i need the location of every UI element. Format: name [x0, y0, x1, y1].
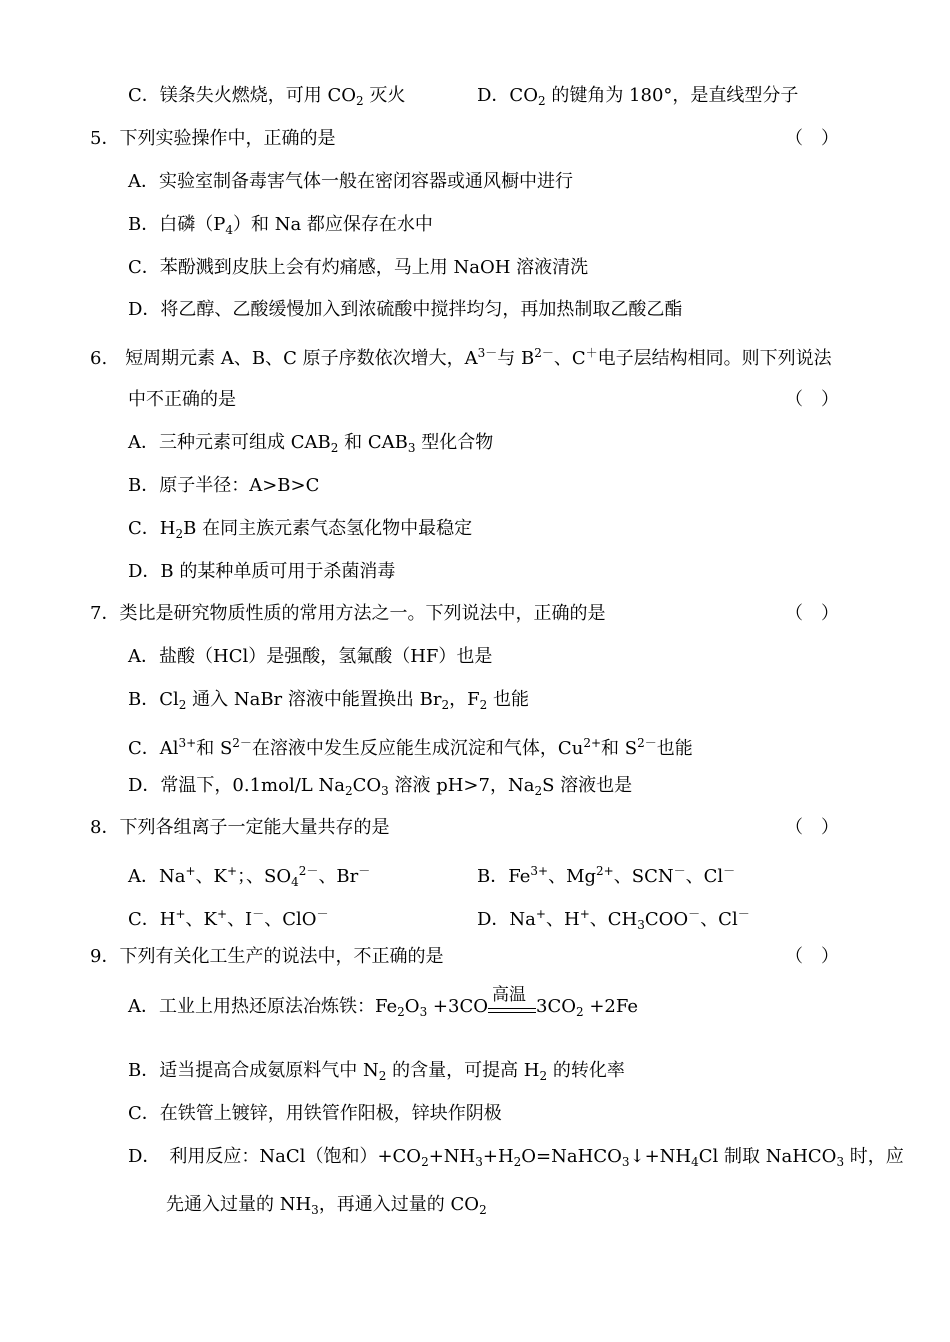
text: 、K — [195, 866, 227, 887]
text: 、Cl — [700, 909, 738, 930]
q7-option-c — [128, 731, 693, 761]
q6-option-a — [128, 431, 493, 460]
text: 、C — [553, 348, 586, 369]
equals-bar — [488, 1012, 536, 1013]
equals-bar — [488, 1008, 536, 1009]
text: 、Mg — [548, 866, 597, 887]
text: +H — [482, 1146, 514, 1167]
q5-stem: 5．下列实验操作中，正确的是 — [90, 128, 336, 149]
q7-option-b — [128, 688, 529, 717]
text: A．三种元素可组成 CAB — [128, 432, 331, 453]
text: 、Cl — [685, 866, 724, 887]
text: Cl 制取 NaHCO — [698, 1146, 837, 1167]
text: COO — [644, 909, 689, 930]
superscript: － — [252, 907, 265, 921]
subscript: 2 — [479, 1203, 487, 1217]
text: ；、SO — [237, 866, 292, 887]
text: 、I — [227, 909, 253, 930]
text: 型化合物 — [415, 432, 494, 453]
superscript: + — [185, 864, 196, 878]
q8-stem: 8．下列各组离子一定能大量共存的是 — [90, 817, 390, 838]
subscript: 2 — [378, 1069, 387, 1083]
superscript: ＋ — [585, 346, 598, 360]
text: D．常温下，0.1mol/L Na — [128, 775, 345, 796]
superscript: 3+ — [178, 736, 197, 750]
text: ）和 Na 都应保存在水中 — [232, 214, 433, 235]
text: 通入 NaBr 溶液中能置换出 Br — [186, 689, 442, 710]
subscript: 2 — [539, 1069, 548, 1083]
q4-option-c-text-2: 灭火 — [363, 85, 406, 106]
text: 、Br — [318, 866, 359, 887]
text: CO — [352, 775, 382, 796]
superscript: 2－ — [534, 346, 554, 360]
text: 的含量，可提高 H — [386, 1060, 540, 1081]
subscript: 2 — [178, 698, 187, 712]
subscript: 2 — [175, 527, 184, 541]
q9-option-d-line2 — [166, 1193, 487, 1222]
subscript: 2 — [537, 94, 546, 108]
subscript: 3 — [475, 1155, 483, 1169]
q4-option-c — [128, 84, 405, 113]
text: 的转化率 — [547, 1060, 625, 1081]
subscript: 2 — [441, 698, 450, 712]
text: +2Fe — [583, 996, 639, 1017]
superscript: － — [737, 907, 750, 921]
q4-option-d-text-2: 的键角为 180°，是直线型分子 — [545, 85, 799, 106]
text: B．白磷（P — [128, 214, 226, 235]
q5-option-a: A．实验室制备毒害气体一般在密闭容器或通风橱中进行 — [128, 171, 573, 192]
text: D．Na — [477, 909, 536, 930]
superscript: － — [358, 864, 371, 878]
q7-option-a: A．盐酸（HCl）是强酸，氢氟酸（HF）也是 — [128, 646, 493, 667]
superscript: － — [688, 907, 701, 921]
subscript: 2 — [330, 441, 339, 455]
text: B．Fe — [477, 866, 531, 887]
superscript: 3+ — [530, 864, 549, 878]
text: C．Al — [128, 738, 179, 759]
text: S 溶液也是 — [542, 775, 633, 796]
text: 和 S — [601, 738, 638, 759]
q5-option-d: D．将乙醇、乙酸缓慢加入到浓硫酸中搅拌均匀，再加热制取乙酸乙酯 — [128, 299, 683, 320]
superscript: 2－ — [232, 736, 252, 750]
text: 与 B — [497, 348, 535, 369]
q9-option-d-line1 — [128, 1145, 904, 1174]
q8-option-d — [477, 902, 750, 937]
subscript: 3 — [311, 1203, 319, 1217]
text: 、K — [185, 909, 217, 930]
text: 3CO — [536, 996, 576, 1017]
subscript: 4 — [691, 1155, 699, 1169]
text: 和 CAB — [338, 432, 408, 453]
text: C．H — [128, 518, 176, 539]
superscript: + — [579, 907, 590, 921]
q5-answer-blank: （ ） — [785, 128, 839, 149]
subscript: 3 — [836, 1155, 845, 1169]
text: B．适当提高合成氨原料气中 N — [128, 1060, 379, 1081]
superscript: 2+ — [583, 736, 602, 750]
superscript: － — [316, 907, 329, 921]
text: B．Cl — [128, 689, 179, 710]
superscript: 2－ — [298, 864, 319, 878]
text: 6. 短周期元素 A、B、C 原子序数依次增大，A — [90, 348, 478, 369]
text: +3CO — [427, 996, 488, 1017]
subscript: 4 — [291, 875, 299, 889]
q4-option-d-text: D．CO — [477, 85, 538, 106]
subscript: 2 — [479, 698, 488, 712]
q4-option-c-text: C．镁条失火燃烧，可用 CO — [128, 85, 357, 106]
q6-stem-line1 — [90, 341, 832, 371]
q8-option-b — [477, 859, 735, 889]
text: D． 利用反应：NaCl（饱和）+CO — [128, 1146, 422, 1167]
q5-option-c: C．苯酚溅到皮肤上会有灼痛感，马上用 NaOH 溶液清洗 — [128, 257, 589, 278]
text: 电子层结构相同。则下列说法 — [597, 348, 832, 369]
text: 、ClO — [264, 909, 317, 930]
q6-option-c — [128, 517, 472, 546]
subscript: 2 — [421, 1155, 429, 1169]
q9-stem: 9．下列有关化工生产的说法中，不正确的是 — [90, 946, 444, 967]
text: 在溶液中发生反应能生成沉淀和气体，Cu — [251, 738, 584, 759]
q6-answer-blank: （ ） — [785, 389, 839, 410]
text: 、CH — [589, 909, 638, 930]
subscript: 3 — [419, 1005, 428, 1019]
text: +NH — [428, 1146, 476, 1167]
text: 时，应 — [844, 1146, 904, 1167]
text: 、H — [545, 909, 580, 930]
q7-stem: 7．类比是研究物质性质的常用方法之一。下列说法中，正确的是 — [90, 603, 606, 624]
subscript: 2 — [397, 1005, 405, 1019]
q9-option-c: C．在铁管上镀锌，用铁管作阳极，锌块作阴极 — [128, 1103, 502, 1124]
q8-answer-blank: （ ） — [785, 817, 839, 838]
text: ，F — [449, 689, 480, 710]
q7-option-d — [128, 774, 632, 803]
q4-option-d — [477, 84, 798, 113]
subscript: 4 — [225, 223, 233, 237]
subscript: 3 — [407, 441, 416, 455]
subscript: 3 — [621, 1155, 630, 1169]
text: O=NaHCO — [521, 1146, 622, 1167]
text: A．Na — [128, 866, 186, 887]
superscript: 2+ — [596, 864, 614, 878]
q9-option-b — [128, 1059, 625, 1088]
q6-option-b: B．原子半径：A>B>C — [128, 475, 320, 496]
superscript: + — [535, 907, 546, 921]
text: A．工业上用热还原法冶炼铁：Fe — [128, 996, 398, 1017]
q8-option-a — [128, 859, 370, 894]
subscript: 2 — [534, 784, 543, 798]
text: 、SCN — [613, 866, 674, 887]
text: C．H — [128, 909, 176, 930]
q6-option-d: D．B 的某种单质可用于杀菌消毒 — [128, 561, 396, 582]
text: 先通入过量的 NH — [166, 1194, 312, 1215]
q9-answer-blank: （ ） — [785, 946, 839, 967]
text: ↓+NH — [629, 1146, 692, 1167]
text: ，再通入过量的 CO — [318, 1194, 480, 1215]
subscript: 2 — [356, 94, 364, 108]
text: 溶液 pH>7，Na — [388, 775, 535, 796]
superscript: 3－ — [477, 346, 498, 360]
superscript: + — [217, 907, 228, 921]
q7-answer-blank: （ ） — [785, 603, 839, 624]
superscript: － — [673, 864, 686, 878]
superscript: 2－ — [637, 736, 657, 750]
text: 和 S — [196, 738, 233, 759]
subscript: 2 — [344, 784, 353, 798]
subscript: 3 — [637, 918, 645, 932]
reaction-condition: 高温 — [492, 985, 526, 1005]
text: 也能 — [656, 738, 693, 759]
subscript: 2 — [575, 1005, 584, 1019]
superscript: + — [175, 907, 186, 921]
subscript: 3 — [381, 784, 389, 798]
subscript: 2 — [513, 1155, 522, 1169]
q5-option-b — [128, 213, 433, 242]
superscript: + — [227, 864, 238, 878]
q6-stem-line2: 中不正确的是 — [128, 389, 236, 410]
q8-option-c — [128, 902, 329, 932]
text: 也能 — [487, 689, 529, 710]
text: O — [404, 996, 420, 1017]
q9-option-a — [128, 985, 639, 1024]
text: B 在同主族元素气态氢化物中最稳定 — [183, 518, 473, 539]
reaction-equals-sign — [488, 985, 536, 1019]
superscript: － — [723, 864, 736, 878]
